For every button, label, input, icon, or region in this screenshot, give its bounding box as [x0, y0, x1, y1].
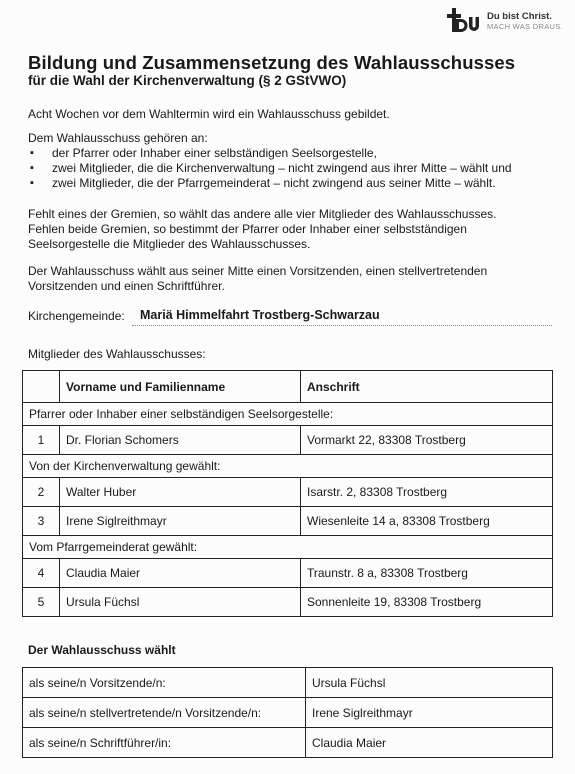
member-address: Wiesenleite 14 a, 83308 Trostberg [301, 507, 553, 536]
table-row [23, 728, 553, 758]
composition-lead: Dem Wahlausschuss gehören an: [28, 131, 208, 145]
member-name: Dr. Florian Schomers [60, 426, 301, 455]
member-number: 5 [23, 588, 60, 617]
intro-text: Acht Wochen vor dem Wahltermin wird ein Wahlausschuss gebildet. [28, 107, 390, 121]
table-row [23, 426, 553, 455]
table-row [23, 698, 553, 728]
role-person: Irene Siglreithmayr [306, 698, 553, 728]
group-row [23, 455, 553, 478]
member-address: Sonnenleite 19, 83308 Trostberg [301, 588, 553, 617]
du-logo-icon [443, 8, 483, 34]
parish-underline [132, 325, 552, 326]
group-label-pastor: Pfarrer oder Inhaber einer selbständigen Seelsorgestelle: [23, 403, 553, 426]
member-number: 2 [23, 478, 60, 507]
du-bist-christ-logo [443, 8, 561, 36]
group-row [23, 536, 553, 559]
role-label: als seine/n Vorsitzende/n: [23, 668, 306, 698]
page-subtitle: für die Wahl der Kirchenverwaltung (§ 2 GStVWO) [28, 73, 347, 88]
composition-list [28, 146, 512, 191]
group-row [23, 403, 553, 426]
member-name: Walter Huber [60, 478, 301, 507]
member-name: Ursula Füchsl [60, 588, 301, 617]
rules-line: Fehlen beide Gremien, so bestimmt der Pfarrer oder Inhaber einer selbstständigen [28, 222, 467, 236]
table-row [23, 668, 553, 698]
member-address: Vormarkt 22, 83308 Trostberg [301, 426, 553, 455]
group-label-church-administration: Von der Kirchenverwaltung gewählt: [23, 455, 553, 478]
role-label: als seine/n stellvertretende/n Vorsitzende/n: [23, 698, 306, 728]
parish-label: Kirchengemeinde: [28, 309, 125, 323]
chair-rule-line: Der Wahlausschuss wählt aus seiner Mitte einen Vorsitzenden, einen stellvertretenden [28, 264, 488, 278]
composition-item: ▪ zwei Mitglieder, die der Pfarrgemeinderat – nicht zwingend aus seiner Mitte – wählt. [28, 176, 512, 191]
member-address: Traunstr. 8 a, 83308 Trostberg [301, 559, 553, 588]
role-label: als seine/n Schriftführer/in: [23, 728, 306, 758]
rules-line: Seelsorgestelle die Mitglieder des Wahlausschusses. [28, 237, 311, 251]
table-row [23, 478, 553, 507]
column-header-address: Anschrift [301, 371, 553, 403]
member-name: Claudia Maier [60, 559, 301, 588]
member-number: 1 [23, 426, 60, 455]
member-address: Isarstr. 2, 83308 Trostberg [301, 478, 553, 507]
members-heading: Mitglieder des Wahlausschusses: [28, 347, 206, 361]
member-number: 3 [23, 507, 60, 536]
roles-table [22, 667, 553, 758]
role-person: Ursula Füchsl [306, 668, 553, 698]
table-row [23, 588, 553, 617]
chair-rule-line: Vorsitzenden und einen Schriftführer. [28, 279, 225, 293]
member-number: 4 [23, 559, 60, 588]
rules-line: Fehlt eines der Gremien, so wählt das andere alle vier Mitglieder des Wahlausschusses. [28, 207, 497, 221]
role-person: Claudia Maier [306, 728, 553, 758]
table-row [23, 559, 553, 588]
group-label-parish-council: Vom Pfarrgemeinderat gewählt: [23, 536, 553, 559]
table-header-row [23, 371, 553, 403]
member-name: Irene Siglreithmayr [60, 507, 301, 536]
composition-item: ▪ der Pfarrer oder Inhaber einer selbständigen Seelsorgestelle, [28, 146, 512, 161]
members-table [22, 370, 553, 617]
composition-item: ▪ zwei Mitglieder, die die Kirchenverwaltung – nicht zwingend aus ihrer Mitte – wählt und [28, 161, 512, 176]
elects-heading: Der Wahlausschuss wählt [28, 643, 176, 657]
page-title: Bildung und Zusammensetzung des Wahlausschusses [28, 52, 516, 73]
table-row [23, 507, 553, 536]
logo-slogan: Du bist Christ. [487, 11, 552, 22]
column-header-name: Vorname und Familienname [60, 371, 301, 403]
parish-value: Mariä Himmelfahrt Trostberg-Schwarzau [140, 308, 380, 322]
logo-tagline: MACH WAS DRAUS. [487, 22, 563, 31]
column-header-number [23, 371, 60, 403]
